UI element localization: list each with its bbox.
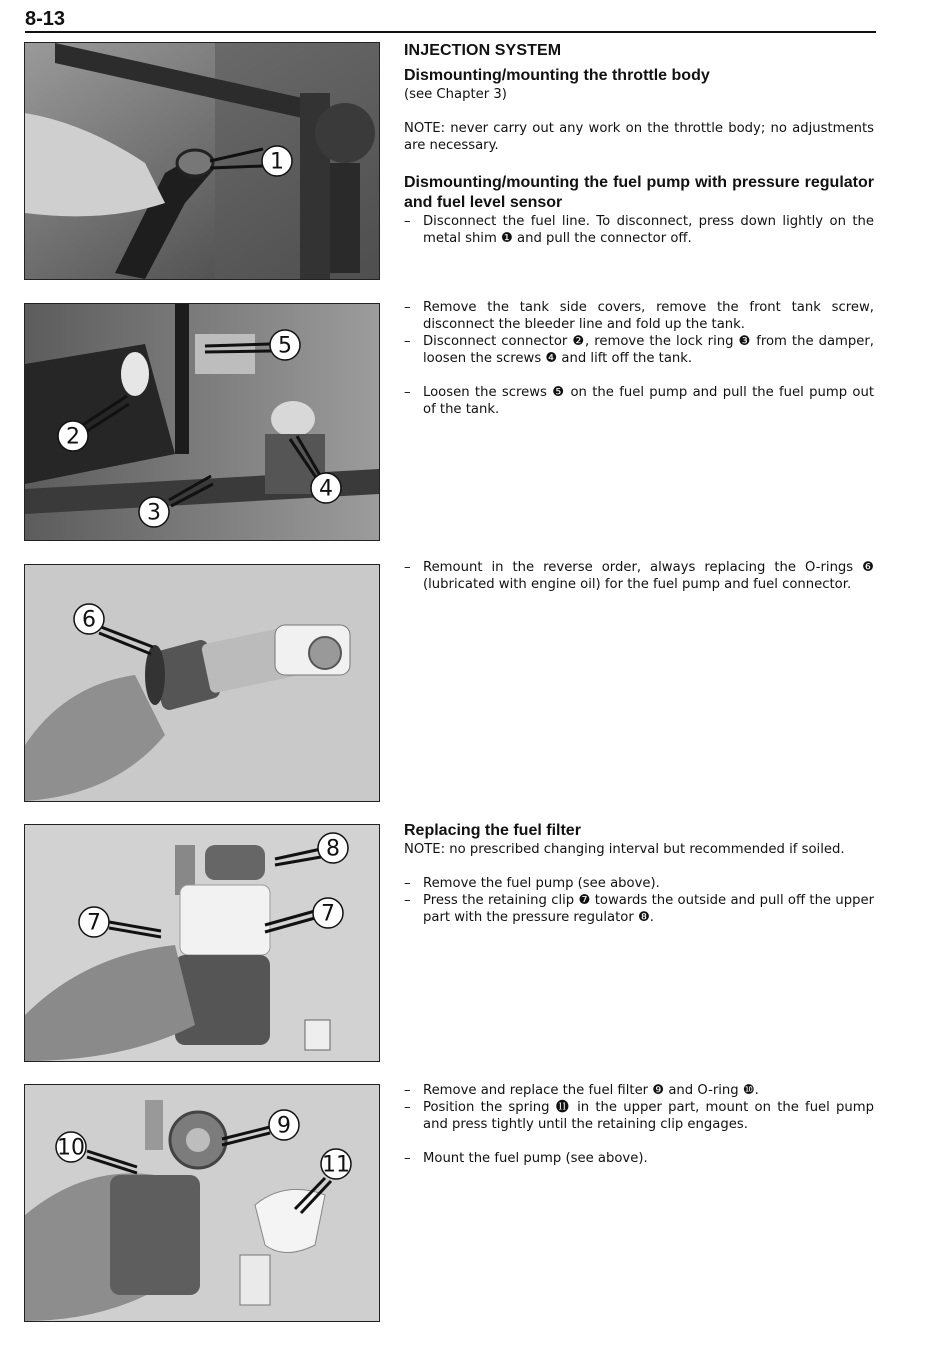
callout-number: 4 xyxy=(319,476,333,502)
step-item: – Press the retaining clip ❼ towards the outside and pull off the upper part with the pressure regulator ❽. xyxy=(404,892,874,926)
step-item: – Loosen the screws ❺ on the fuel pump and pull the fuel pump out of the tank. xyxy=(404,384,874,418)
remount-steps xyxy=(404,559,874,593)
step-item: – Remount in the reverse order, always replacing the O-rings ❻ (lubricated with engine oil) for the fuel pump and fuel connector. xyxy=(404,559,874,593)
callout-number: 2 xyxy=(66,424,80,450)
callout-number: 3 xyxy=(147,500,161,526)
callout-number: 6 xyxy=(82,607,96,633)
step-item: – Mount the fuel pump (see above). xyxy=(404,1150,874,1167)
step-item: – Remove the tank side covers, remove the front tank screw, disconnect the bleeder line and fold up the tank. xyxy=(404,299,874,333)
photo-fuel-pump-oring-image xyxy=(25,565,379,801)
fuel-filter-steps-1 xyxy=(404,875,874,926)
tank-removal-steps xyxy=(404,299,874,418)
fuel-filter-title: Replacing the fuel filter xyxy=(404,822,581,839)
step-item: – Remove the fuel pump (see above). xyxy=(404,875,874,892)
fuel-filter-steps-2 xyxy=(404,1082,874,1167)
callout-number: 7 xyxy=(87,910,101,936)
photo-tank-removal xyxy=(24,303,380,541)
callout-number: 5 xyxy=(278,333,292,359)
fuel-filter-steps-section xyxy=(404,1082,874,1167)
photo-tank-removal-image xyxy=(25,304,379,540)
photo-retaining-clip-image xyxy=(25,825,379,1061)
callout-number: 1 xyxy=(270,149,284,175)
injection-system-section xyxy=(404,41,874,247)
fuel-filter-note: NOTE: no prescribed changing interval but recommended if soiled. xyxy=(404,842,845,857)
callout-number: 9 xyxy=(277,1113,291,1139)
throttle-body-note: NOTE: never carry out any work on the throttle body; no adjustments are necessary. xyxy=(404,121,874,153)
fuel-pump-steps-1 xyxy=(404,213,874,247)
callout-number: 10 xyxy=(57,1135,85,1161)
fuel-pump-steps-3 xyxy=(404,559,874,593)
throttle-body-reference: (see Chapter 3) xyxy=(404,87,507,102)
page-number: 8-13 xyxy=(25,8,66,30)
step-item: – Disconnect connector ❷, remove the lock ring ❸ from the damper, loosen the screws ❹ and lift off the tank. xyxy=(404,333,874,367)
step-item: – Position the spring ⓫ in the upper part, mount on the fuel pump and press tightly until the retaining clip engages. xyxy=(404,1099,874,1133)
step-item: – Remove and replace the fuel filter ❾ and O-ring ❿. xyxy=(404,1082,874,1099)
photo-fuel-line-connector xyxy=(24,42,380,280)
callout-number: 8 xyxy=(326,836,340,862)
header-rule xyxy=(25,31,876,33)
callout-number: 7 xyxy=(321,901,335,927)
fuel-filter-section xyxy=(404,821,874,926)
photo-fuel-line-connector-image xyxy=(25,43,379,279)
throttle-body-title: Dismounting/mounting the throttle body xyxy=(404,67,710,84)
fuel-pump-title: Dismounting/mounting the fuel pump with pressure regulator and fuel level sensor xyxy=(404,174,874,211)
photo-fuel-filter xyxy=(24,1084,380,1322)
callout-number: 11 xyxy=(322,1152,350,1178)
step-item: – Disconnect the fuel line. To disconnect, press down lightly on the metal shim ❶ and pull the connector off. xyxy=(404,213,874,247)
photo-retaining-clip xyxy=(24,824,380,1062)
photo-fuel-filter-image xyxy=(25,1085,379,1321)
fuel-pump-steps-2 xyxy=(404,299,874,418)
section-title: INJECTION SYSTEM xyxy=(404,42,562,59)
photo-fuel-pump-oring xyxy=(24,564,380,802)
